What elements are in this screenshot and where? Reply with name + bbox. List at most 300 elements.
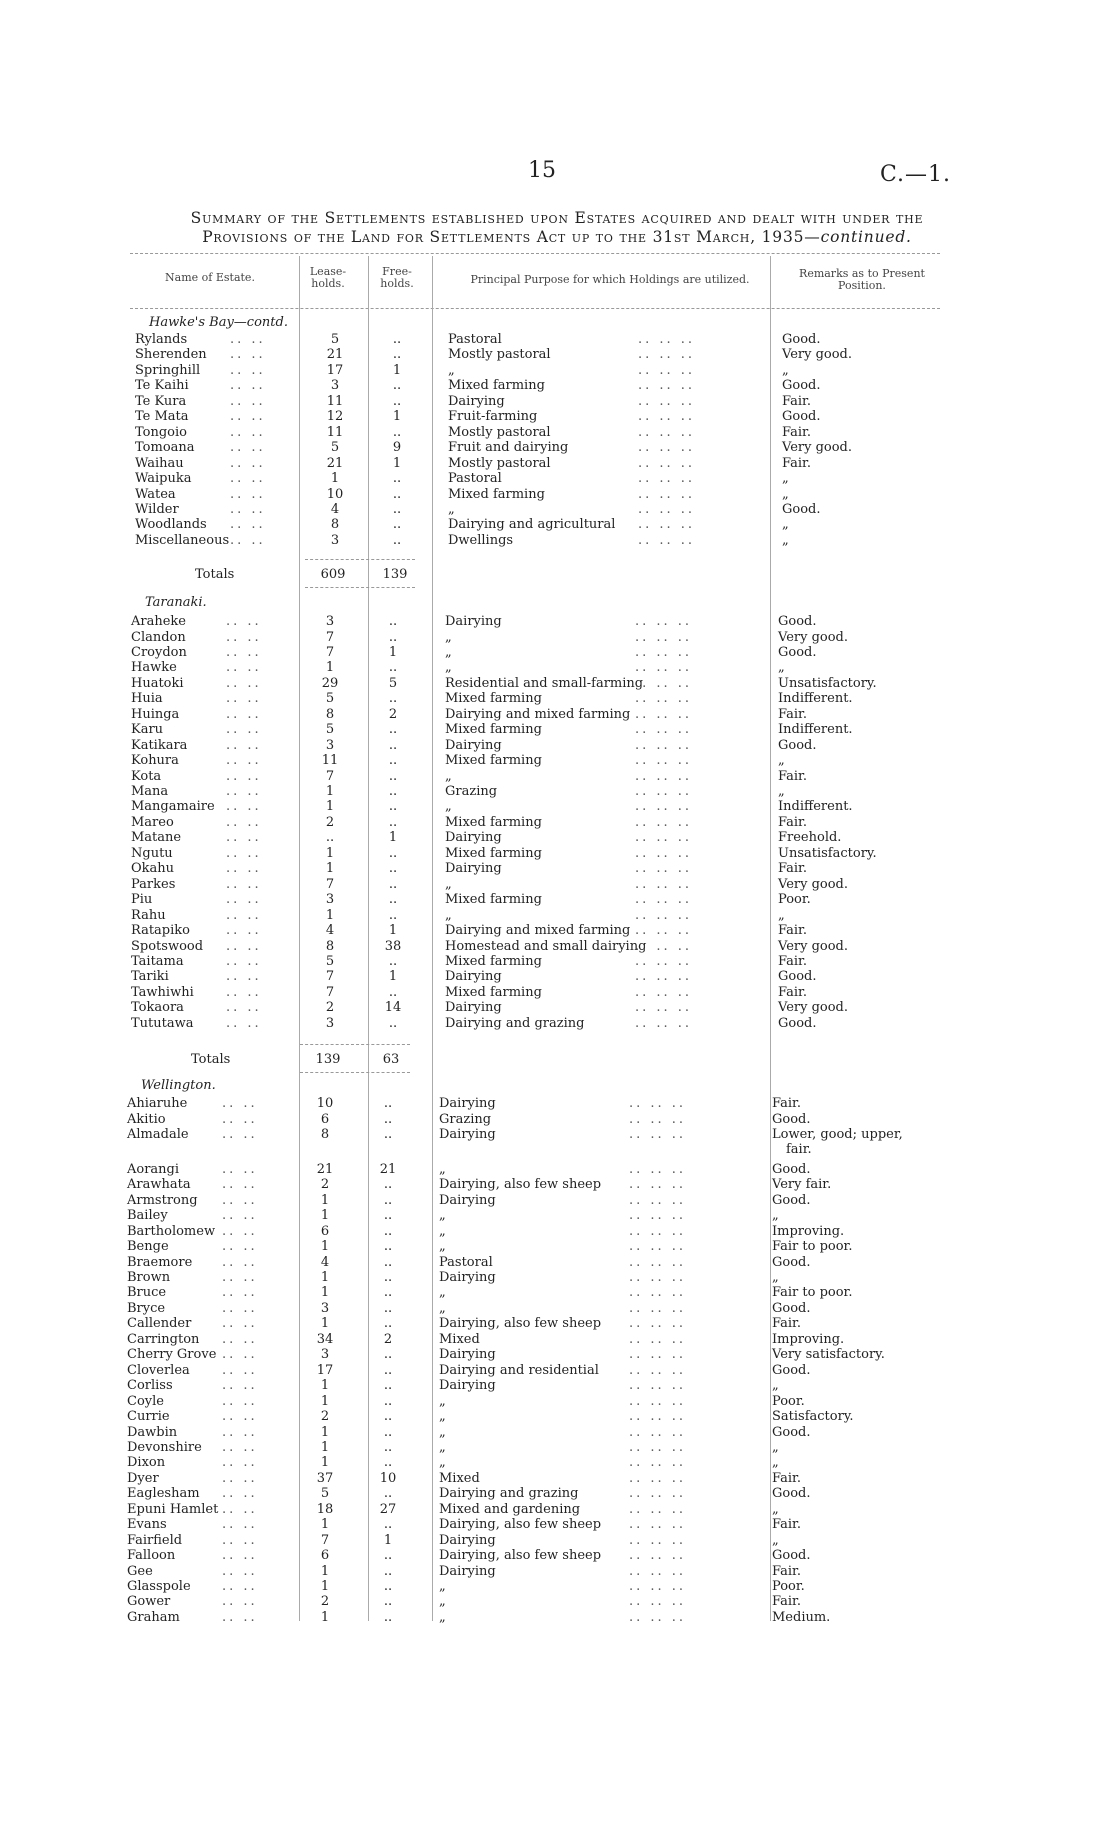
freeholds-value: .. [388, 614, 398, 629]
table-row [0, 1347, 1114, 1362]
purpose-value: Dairying and grazing [439, 1486, 579, 1502]
freeholds-value: .. [383, 1579, 393, 1594]
purpose-value: „ [445, 660, 452, 676]
leaseholds-value: 6 [320, 1223, 330, 1239]
estate-name: Parkes [131, 876, 176, 892]
table-row [0, 676, 1114, 691]
estate-name: Graham [127, 1609, 180, 1625]
remarks-value: Fair. [772, 1316, 801, 1332]
estate-name: Huatoki [131, 675, 184, 691]
remarks-value: „ [772, 1501, 779, 1517]
purpose-value: Dairying, also few sheep [439, 1316, 602, 1332]
leader-dots: .. .. [226, 861, 262, 877]
remarks-value: Good. [778, 1015, 817, 1031]
purpose-value: Dairying [445, 830, 502, 846]
estate-name: Tututawa [131, 1015, 194, 1031]
totals-freeholds: 63 [382, 1052, 400, 1067]
estate-name: Falloon [127, 1548, 176, 1564]
leaseholds-value: 8 [320, 1126, 330, 1142]
leaseholds-value: 1 [320, 1239, 330, 1255]
remarks-value: Good. [772, 1486, 811, 1502]
table-row [0, 440, 1114, 455]
leader-dots: .. .. .. [635, 892, 693, 908]
leader-dots: .. .. .. [629, 1285, 687, 1301]
leader-dots: .. .. .. [638, 517, 696, 533]
table-row [0, 691, 1114, 706]
freeholds-value: .. [388, 629, 398, 645]
estate-name: Callender [127, 1316, 192, 1332]
estate-name: Fairfield [127, 1532, 183, 1548]
leaseholds-value: 1 [320, 1563, 330, 1579]
leaseholds-value: 1 [325, 799, 335, 815]
freeholds-value: .. [383, 1424, 393, 1440]
estate-name: Cherry Grove [127, 1347, 217, 1363]
freeholds-value: .. [383, 1239, 393, 1255]
table-row [0, 1285, 1114, 1300]
table-row [0, 753, 1114, 768]
remarks-value: Fair. [772, 1470, 801, 1486]
leader-dots: .. .. .. [638, 378, 696, 394]
leader-dots: .. .. .. [638, 440, 696, 456]
leader-dots: .. .. .. [629, 1470, 687, 1486]
leader-dots: .. .. .. [638, 532, 696, 548]
leader-dots: .. .. .. [629, 1501, 687, 1517]
purpose-value: Fruit and dairying [448, 440, 569, 456]
leaseholds-value: 3 [325, 892, 335, 908]
freeholds-value: 27 [379, 1501, 397, 1517]
remarks-value: Fair. [782, 424, 811, 440]
purpose-value: Pastoral [439, 1254, 493, 1270]
table-row [0, 707, 1114, 722]
leaseholds-value: 1 [320, 1579, 330, 1594]
purpose-value: „ [439, 1424, 446, 1440]
estate-name: Rahu [131, 907, 166, 923]
freeholds-value: 21 [379, 1161, 397, 1177]
leader-dots: .. .. [230, 393, 266, 409]
remarks-value: Lower, good; upper, [772, 1126, 903, 1142]
freeholds-value: .. [388, 691, 398, 707]
leaseholds-value: 8 [330, 517, 340, 533]
estate-name: Te Kura [135, 393, 187, 409]
leaseholds-value: 2 [320, 1594, 330, 1610]
estate-name: Evans [127, 1517, 167, 1533]
leader-dots: .. .. .. [629, 1424, 687, 1440]
leader-dots: .. .. .. [629, 1594, 687, 1610]
leader-dots: .. .. [226, 614, 262, 629]
purpose-value: Grazing [439, 1111, 492, 1127]
leaseholds-value: 1 [325, 845, 335, 861]
leader-dots: .. .. .. [635, 784, 693, 799]
leaseholds-value: 6 [320, 1548, 330, 1564]
estate-name: Okahu [131, 861, 175, 877]
leader-dots: .. .. .. [635, 861, 693, 877]
estate-name: Aorangi [127, 1161, 180, 1177]
remarks-value: Poor. [778, 892, 811, 908]
estate-name: Bailey [127, 1208, 168, 1224]
freeholds-value: .. [392, 501, 402, 517]
freeholds-value: 1 [388, 969, 398, 985]
leader-dots: .. .. .. [635, 614, 693, 629]
leader-dots: .. .. [222, 1563, 258, 1579]
freeholds-value: .. [392, 347, 402, 363]
header-principal-purpose: Principal Purpose for which Holdings are utilized. [470, 273, 750, 286]
purpose-value: Dairying [439, 1126, 496, 1142]
purpose-value: „ [445, 629, 452, 645]
freeholds-value: .. [383, 1548, 393, 1564]
freeholds-value: 1 [383, 1532, 393, 1548]
estate-name: Mana [131, 784, 169, 799]
leader-dots: .. .. [222, 1579, 258, 1594]
table-row [0, 1440, 1114, 1455]
leader-dots: .. .. [222, 1177, 258, 1193]
leader-dots: .. .. [222, 1532, 258, 1548]
leader-dots: .. .. .. [635, 737, 693, 753]
purpose-value: „ [439, 1239, 446, 1255]
purpose-value: Dairying [445, 614, 502, 629]
leaseholds-value: 1 [320, 1609, 330, 1625]
leader-dots: .. .. .. [629, 1208, 687, 1224]
freeholds-value: .. [392, 378, 402, 394]
freeholds-value: .. [388, 861, 398, 877]
table-row [0, 1162, 1114, 1177]
leader-dots: .. .. .. [629, 1609, 687, 1625]
leaseholds-value: 5 [330, 440, 340, 456]
remarks-value: Fair. [778, 814, 807, 830]
estate-name: Miscellaneous [135, 532, 230, 548]
table-row [0, 985, 1114, 1000]
remarks-value: Medium. [772, 1609, 831, 1625]
remarks-value: Fair. [772, 1096, 801, 1111]
leaseholds-value: 1 [320, 1270, 330, 1285]
freeholds-value: .. [392, 532, 402, 548]
leader-dots: .. .. .. [635, 675, 693, 691]
leaseholds-value: 8 [325, 938, 335, 954]
leader-dots: .. .. [226, 969, 262, 985]
estate-name: Waipuka [135, 471, 192, 486]
leader-dots: .. .. .. [638, 455, 696, 471]
table-row [0, 1409, 1114, 1424]
purpose-value: Dairying and grazing [445, 1015, 585, 1031]
purpose-value: Dairying [439, 1096, 496, 1111]
estate-name: Carrington [127, 1331, 200, 1347]
estate-name: Benge [127, 1239, 169, 1255]
freeholds-value: .. [388, 660, 398, 676]
title-continued: continued. [820, 228, 912, 246]
leader-dots: .. .. [222, 1300, 258, 1316]
estate-name: Sherenden [135, 347, 207, 363]
leaseholds-value: 7 [325, 969, 335, 985]
leaseholds-value: 2 [320, 1409, 330, 1424]
remarks-value: Fair. [778, 953, 807, 969]
table-row [0, 1594, 1114, 1609]
purpose-value: „ [439, 1409, 446, 1424]
table-row [0, 923, 1114, 938]
leaseholds-value: 29 [321, 675, 339, 691]
leaseholds-value: 7 [325, 629, 335, 645]
purpose-value: „ [439, 1609, 446, 1625]
leaseholds-value: 3 [325, 737, 335, 753]
purpose-value: „ [439, 1223, 446, 1239]
estate-name: Mareo [131, 814, 174, 830]
freeholds-value: .. [383, 1393, 393, 1409]
purpose-value: Dairying, also few sheep [439, 1517, 602, 1533]
estate-name: Dixon [127, 1455, 166, 1471]
table-row [0, 1096, 1114, 1111]
table-row [0, 347, 1114, 362]
table-row [0, 769, 1114, 784]
table-row [0, 425, 1114, 440]
purpose-value: Mostly pastoral [448, 455, 551, 471]
table-row [0, 877, 1114, 892]
table-row [0, 1332, 1114, 1347]
leader-dots: .. .. .. [629, 1177, 687, 1193]
freeholds-value: .. [383, 1126, 393, 1142]
estate-name: Tokaora [131, 1000, 184, 1016]
estate-name: Braemore [127, 1254, 193, 1270]
leader-dots: .. .. .. [629, 1347, 687, 1363]
remarks-value: Very good. [778, 629, 849, 645]
estate-name: Akitio [127, 1111, 166, 1127]
document-reference: C.—1. [880, 162, 952, 187]
leaseholds-value: 3 [320, 1347, 330, 1363]
remarks-value: „ [782, 486, 789, 502]
leader-dots: .. .. .. [638, 486, 696, 502]
estate-name: Te Kaihi [135, 378, 189, 394]
leader-dots: .. .. [226, 706, 262, 722]
table-row [0, 630, 1114, 645]
leaseholds-value: 1 [325, 861, 335, 877]
table-row [0, 908, 1114, 923]
purpose-value: Mixed farming [448, 486, 545, 502]
purpose-value: Mixed farming [445, 691, 542, 707]
remarks-value: Good. [772, 1192, 811, 1208]
freeholds-value: .. [392, 332, 402, 347]
freeholds-value: .. [388, 876, 398, 892]
freeholds-value: 10 [379, 1470, 397, 1486]
remarks-value: Improving. [772, 1223, 845, 1239]
estate-name: Clandon [131, 629, 186, 645]
table-row [0, 1208, 1114, 1223]
freeholds-value: .. [383, 1177, 393, 1193]
leaseholds-value: 1 [320, 1393, 330, 1409]
table-row [0, 1301, 1114, 1316]
purpose-value: Mixed [439, 1331, 480, 1347]
freeholds-value: .. [388, 722, 398, 738]
table-row [0, 1000, 1114, 1015]
purpose-value: Mostly pastoral [448, 347, 551, 363]
freeholds-value: .. [388, 845, 398, 861]
leader-dots: .. .. .. [635, 984, 693, 1000]
leader-dots: .. .. [226, 722, 262, 738]
table-row [0, 1455, 1114, 1470]
purpose-value: Dairying [445, 969, 502, 985]
remarks-value: „ [782, 362, 789, 378]
leader-dots: .. .. [222, 1208, 258, 1224]
leaseholds-value: 3 [330, 378, 340, 394]
remarks-value: Fair. [782, 393, 811, 409]
remarks-value: Poor. [772, 1579, 805, 1594]
remarks-value: Fair to poor. [772, 1285, 853, 1301]
estate-name: Glasspole [127, 1579, 191, 1594]
remarks-value: „ [772, 1378, 779, 1394]
leaseholds-value: 12 [326, 409, 344, 425]
estate-name: Springhill [135, 362, 201, 378]
purpose-value: Dairying [439, 1270, 496, 1285]
totals-label: Totals [195, 567, 235, 582]
table-row [0, 517, 1114, 532]
remarks-value: Good. [778, 737, 817, 753]
leaseholds-value: 10 [326, 486, 344, 502]
purpose-value: „ [439, 1161, 446, 1177]
leaseholds-value: 4 [320, 1254, 330, 1270]
freeholds-value: .. [383, 1254, 393, 1270]
leaseholds-value: 3 [330, 532, 340, 548]
remarks-value: „ [772, 1208, 779, 1224]
leader-dots: .. .. .. [629, 1254, 687, 1270]
purpose-value: Dairying and agricultural [448, 517, 616, 533]
remarks-value: Good. [782, 378, 821, 394]
leaseholds-value: 1 [325, 660, 335, 676]
purpose-value: Mixed farming [445, 753, 542, 769]
remarks-value-continued: fair. [786, 1142, 812, 1158]
leader-dots: .. .. [222, 1254, 258, 1270]
remarks-value: Good. [772, 1362, 811, 1378]
remarks-value: „ [772, 1439, 779, 1455]
remarks-value: Satisfactory. [772, 1409, 854, 1424]
estate-name: Woodlands [135, 517, 207, 533]
leaseholds-value: 18 [316, 1501, 334, 1517]
table-row [0, 1517, 1114, 1532]
purpose-value: Dairying [439, 1378, 496, 1394]
estate-name: Croydon [131, 644, 187, 660]
leader-dots: .. .. .. [629, 1378, 687, 1394]
leader-dots: .. .. [230, 486, 266, 502]
leader-dots: .. .. [226, 845, 262, 861]
leader-dots: .. .. .. [638, 362, 696, 378]
leaseholds-value: 3 [325, 614, 335, 629]
leader-dots: .. .. .. [638, 501, 696, 517]
leaseholds-value: 3 [325, 1015, 335, 1031]
leader-dots: .. .. .. [635, 907, 693, 923]
table-row [0, 456, 1114, 471]
remarks-value: Good. [778, 644, 817, 660]
leader-dots: .. .. .. [635, 629, 693, 645]
table-row [0, 645, 1114, 660]
leader-dots: .. .. [226, 737, 262, 753]
leaseholds-value: 2 [320, 1177, 330, 1193]
table-row [0, 487, 1114, 502]
remarks-value: Indifferent. [778, 799, 853, 815]
estate-name: Bruce [127, 1285, 167, 1301]
leaseholds-value: 5 [330, 332, 340, 347]
estate-name: Mangamaire [131, 799, 215, 815]
table-row [0, 1378, 1114, 1393]
estate-name: Wilder [135, 501, 179, 517]
leaseholds-value: 21 [326, 347, 344, 363]
freeholds-value: .. [383, 1111, 393, 1127]
leaseholds-value: 17 [316, 1362, 334, 1378]
estate-name: Katikara [131, 737, 188, 753]
purpose-value: Dairying, also few sheep [439, 1177, 602, 1193]
leaseholds-value: 6 [320, 1111, 330, 1127]
estate-name: Gower [127, 1594, 171, 1610]
remarks-value: Fair. [782, 455, 811, 471]
leader-dots: .. .. [222, 1362, 258, 1378]
leaseholds-value: 5 [325, 722, 335, 738]
page-number: 15 [528, 158, 556, 183]
estate-name: Coyle [127, 1393, 164, 1409]
leader-dots: .. .. .. [629, 1563, 687, 1579]
purpose-value: Mixed farming [448, 378, 545, 394]
remarks-value: „ [782, 532, 789, 548]
freeholds-value: 2 [388, 706, 398, 722]
estate-name: Tongoio [135, 424, 187, 440]
table-row [0, 939, 1114, 954]
leaseholds-value: .. [325, 830, 335, 846]
leaseholds-value: 37 [316, 1470, 334, 1486]
leader-dots: .. .. [222, 1439, 258, 1455]
freeholds-value: .. [383, 1517, 393, 1533]
leaseholds-value: 1 [320, 1424, 330, 1440]
remarks-value: „ [778, 660, 785, 676]
leader-dots: .. .. [222, 1594, 258, 1610]
purpose-value: Dairying, also few sheep [439, 1548, 602, 1564]
freeholds-value: 14 [384, 1000, 402, 1016]
table-row [0, 815, 1114, 830]
purpose-value: Dairying [448, 393, 505, 409]
table-row [0, 394, 1114, 409]
leaseholds-value: 4 [330, 501, 340, 517]
estate-name: Hawke [131, 660, 177, 676]
leaseholds-value: 21 [326, 455, 344, 471]
purpose-value: „ [439, 1208, 446, 1224]
purpose-value: Mixed [439, 1470, 480, 1486]
purpose-value: Mixed farming [445, 953, 542, 969]
leaseholds-value: 11 [321, 753, 339, 769]
estate-name: Karu [131, 722, 164, 738]
purpose-value: Mixed farming [445, 892, 542, 908]
leader-dots: .. .. .. [629, 1393, 687, 1409]
remarks-value: Fair. [778, 861, 807, 877]
purpose-value: „ [448, 501, 455, 517]
freeholds-value: .. [383, 1096, 393, 1111]
totals-rule-top [305, 559, 415, 560]
leader-dots: .. .. .. [629, 1486, 687, 1502]
estate-name: Almadale [127, 1126, 189, 1142]
leader-dots: .. .. [226, 923, 262, 938]
freeholds-value: .. [388, 799, 398, 815]
freeholds-value: 1 [392, 362, 402, 378]
header-freeholds: Free-holds. [380, 265, 414, 290]
table-row [0, 1255, 1114, 1270]
purpose-value: Pastoral [448, 332, 502, 347]
leader-dots: .. .. [222, 1270, 258, 1285]
leader-dots: .. .. .. [635, 1015, 693, 1031]
estate-name: Huia [131, 691, 163, 707]
estate-name: Watea [135, 486, 176, 502]
leader-dots: .. .. [222, 1486, 258, 1502]
purpose-value: „ [448, 362, 455, 378]
leader-dots: .. .. .. [635, 660, 693, 676]
leader-dots: .. .. .. [638, 424, 696, 440]
remarks-value: „ [772, 1455, 779, 1471]
freeholds-value: 9 [392, 440, 402, 456]
leader-dots: .. .. [226, 907, 262, 923]
remarks-value: Very fair. [772, 1177, 832, 1193]
leader-dots: .. .. .. [635, 845, 693, 861]
leader-dots: .. .. .. [629, 1316, 687, 1332]
leader-dots: .. .. .. [629, 1439, 687, 1455]
